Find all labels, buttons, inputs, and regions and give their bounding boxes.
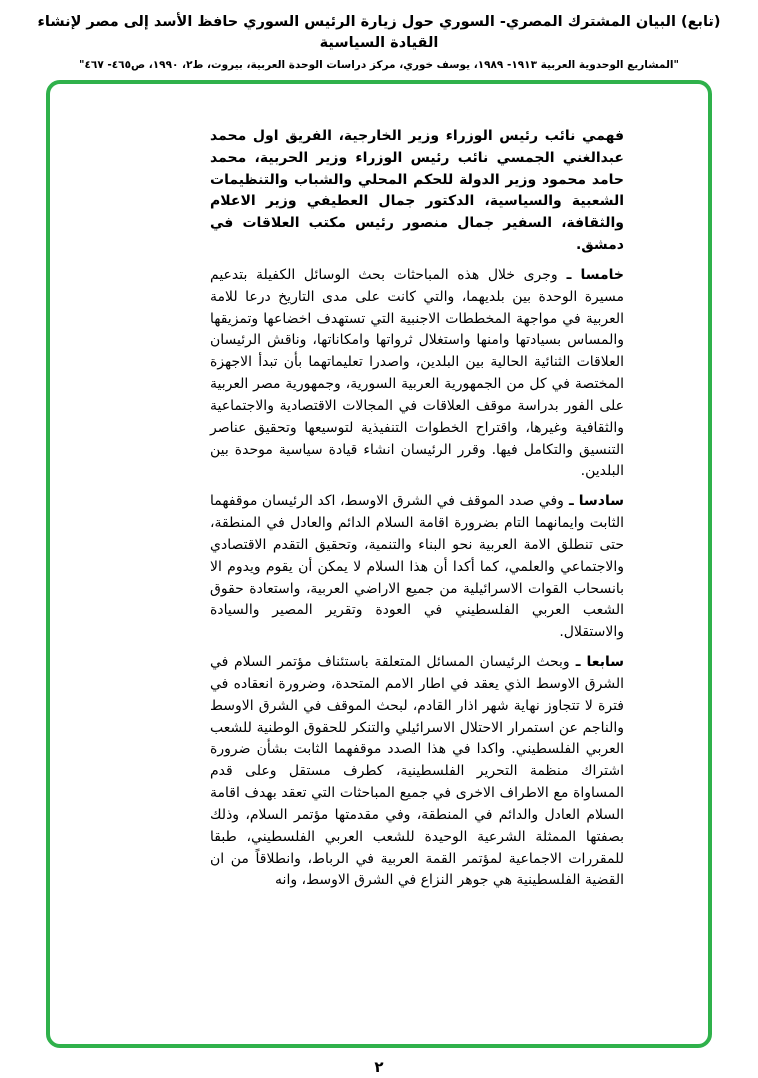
paragraph-fifth [210, 265, 624, 483]
paragraph-sixth-text: وفي صدد الموقف في الشرق الاوسط، اكد الرئيسان موقفهما الثابت وايمانهما التام بضرورة اقامة السلام الدائم والعادل في المنطقة، حتى تنطلق الامة العربية نحو البناء والتنمية، وتحقيق التقدم الاقتصادي والاجتماعي والعلمي، كما أكدا أن هذا السلام لا يمكن أن يقوم ويدوم الا بانسحاب القوات الاسرائيلية من جميع الاراضي العربية، واستعادة حقوق الشعب العربي الفلسطيني في العودة وتقرير المصير والسيادة والاستقلال. [210, 493, 624, 641]
paragraph-fifth-lead: خامسا ـ [557, 266, 624, 283]
paragraph-seventh [210, 652, 624, 892]
paragraph-sixth [210, 491, 624, 644]
document-body [210, 126, 624, 900]
paragraph-fifth-text: وجرى خلال هذه المباحثات بحث الوسائل الكفيلة بتدعيم مسيرة الوحدة بين بلديهما، والتي كانت على مدى التاريخ درعا للامة العربية في مواجهة المخططات الاجنبية التي تستهدف اخضاعها وتمزيقها والمساس بسيادتها وامنها واستغلال ثرواتها وامكاناتها، وناقش الرئيسان العلاقات الثنائية الحالية بين البلدين، واصدرا تعليماتهما بأن تبدأ الاجهزة المختصة في كل من الجمهورية العربية السورية، وجمهورية مصر العربية على الفور بدراسة موقف العلاقات في المجالات الاقتصادية والاجتماعية والثقافية وغيرها، واقتراح الخطوات التنفيذية لتوسيعها وتحقيق عناصر التنسيق والتكامل فيها. وقرر الرئيسان انشاء قيادة سياسية موحدة بين البلدين. [210, 266, 624, 480]
paragraph-seventh-lead: سابعا ـ [569, 654, 624, 671]
paragraph-sixth-lead: سادسا ـ [563, 493, 624, 510]
paragraph-intro: فهمي نائب رئيس الوزراء وزير الخارجية، الفريق اول محمد عبدالغني الجمسي نائب رئيس الوزراء وزير الحربية، محمد حامد محمود وزير الدولة للحكم المحلي والشباب والتنظيمات الشعبية والسياسية، الدكتور جمال العطيفي وزير الاعلام والثقافة، السفير جمال منصور رئيس مكتب العلاقات في دمشق. [210, 128, 624, 254]
document-header [0, 12, 758, 71]
page-title: (تابع) البيان المشترك المصري- السوري حول زيارة الرئيس السوري حافظ الأسد إلى مصر لإنشاء القيادة السياسية [37, 14, 721, 52]
source-citation: "المشاريع الوحدوية العربية ١٩١٣- ١٩٨٩، يوسف خوري، مركز دراسات الوحدة العربية، بيروت، ط٢، ١٩٩٠، ص٤٦٥- ٤٦٧" [79, 59, 679, 72]
page-number: ٢ [374, 1058, 384, 1076]
paragraph-seventh-text: وبحث الرئيسان المسائل المتعلقة باستئناف مؤتمر السلام في الشرق الاوسط الذي يعقد في اطار الامم المتحدة، وضرورة انعقاده في فترة لا تتجاوز نهاية شهر اذار القادم، لبحث الموقف في الشرق الاوسط والناجم عن استمرار الاحتلال الاسرائيلي والتنكر للحقوق الوطنية للشعب العربي الفلسطيني. واكدا في هذا الصدد موقفهما الثابت بشأن ضرورة اشتراك منظمة التحرير الفلسطينية، كطرف مستقل وعلى قدم المساواة مع الاطراف الاخرى في جميع المباحثات التي تعقد بهدف اقامة السلام العادل والدائم في المنطقة، وفي مقدمتها مؤتمر السلام، وذلك بصفتها الممثلة الشرعية الوحيدة للشعب العربي الفلسطيني، طبقا للمقررات الاجماعية لمؤتمر القمة العربية في الرباط، وانطلاقاً من ان القضية الفلسطينية هي جوهر النزاع في الشرق الاوسط، وانه [210, 654, 624, 889]
